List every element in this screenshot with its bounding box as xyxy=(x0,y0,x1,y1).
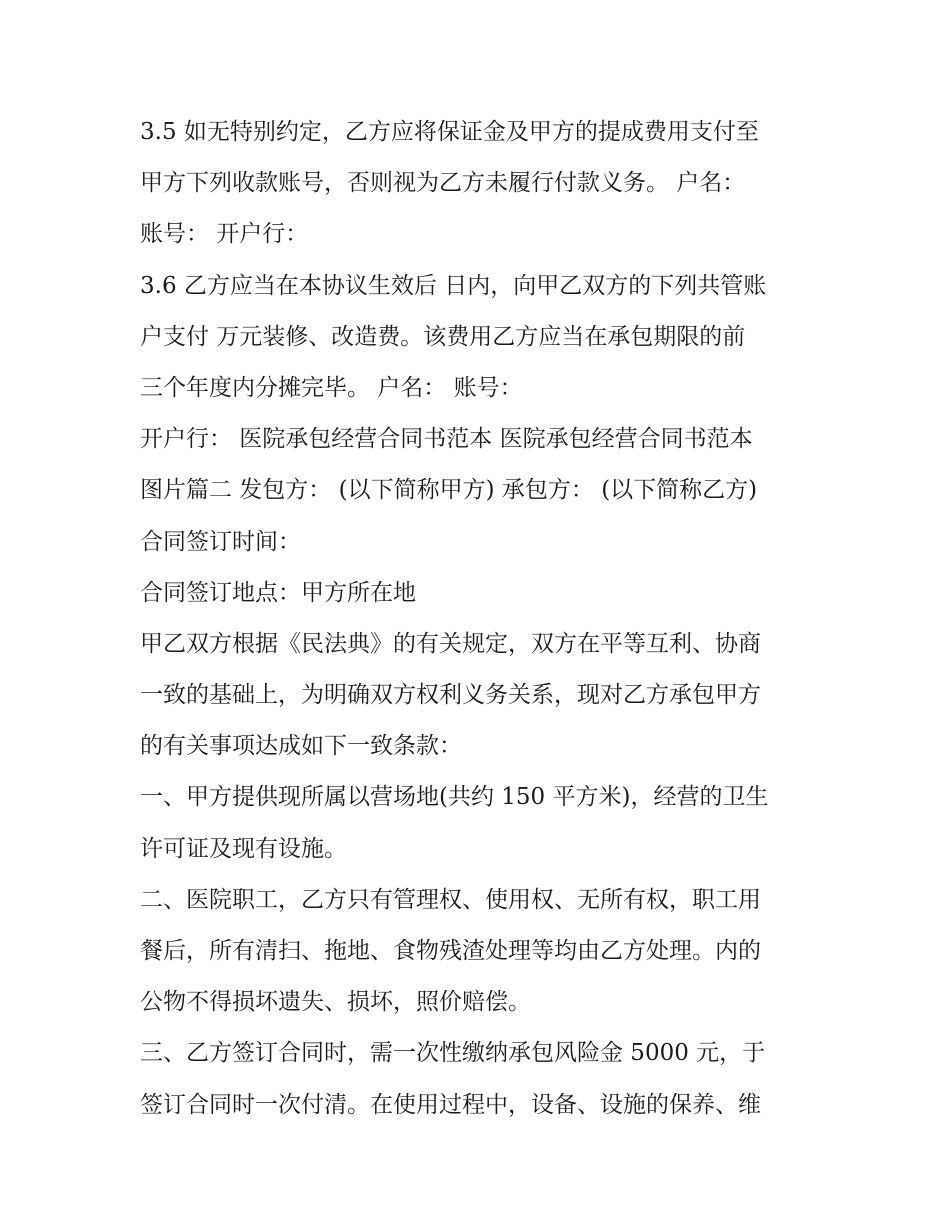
document-line: 三个年度内分摊完毕。 户名： 账号： xyxy=(140,374,523,401)
document-line: 一致的基础上，为明确双方权利义务关系，现对乙方承包甲方 xyxy=(140,682,761,709)
document-line: 签订合同时一次付清。在使用过程中，设备、设施的保养、维 xyxy=(140,1091,761,1118)
document-line: 的有关事项达成如下一致条款： xyxy=(140,733,462,760)
document-line: 开户行： 医院承包经营合同书范本 医院承包经营合同书范本 xyxy=(140,426,753,453)
document-line: 合同签订地点：甲方所在地 xyxy=(140,579,416,606)
document-line: 一、甲方提供现所属以营场地(共约 150 平方米)，经营的卫生 xyxy=(140,784,769,811)
document-line: 三、乙方签订合同时，需一次性缴纳承包风险金 5000 元，于 xyxy=(140,1040,766,1067)
document-line: 二、医院职工，乙方只有管理权、使用权、无所有权，职工用 xyxy=(140,886,761,913)
document-line: 许可证及现有设施。 xyxy=(140,835,347,862)
document-line: 3.6 乙方应当在本协议生效后 日内，向甲乙双方的下列共管账 xyxy=(140,272,767,299)
document-line: 合同签订时间： xyxy=(140,528,301,555)
document-line: 公物不得损坏遗失、损坏，照价赔偿。 xyxy=(140,989,531,1016)
document-line: 3.5 如无特别约定，乙方应将保证金及甲方的提成费用支付至 xyxy=(140,119,759,145)
document-line: 图片篇二 发包方： (以下简称甲方) 承包方： (以下简称乙方) xyxy=(140,477,758,504)
document-line: 甲乙双方根据《民法典》的有关规定，双方在平等互利、协商 xyxy=(140,630,761,657)
document-body xyxy=(140,107,820,1131)
document-line: 账号： 开户行： xyxy=(140,221,309,248)
document-line: 甲方下列收款账号，否则视为乙方未履行付款义务。 户名： xyxy=(140,170,746,197)
document-line: 户支付 万元装修、改造费。该费用乙方应当在承包期限的前 xyxy=(140,323,746,350)
document-line: 餐后，所有清扫、拖地、食物残渣处理等均由乙方处理。内的 xyxy=(140,938,761,964)
